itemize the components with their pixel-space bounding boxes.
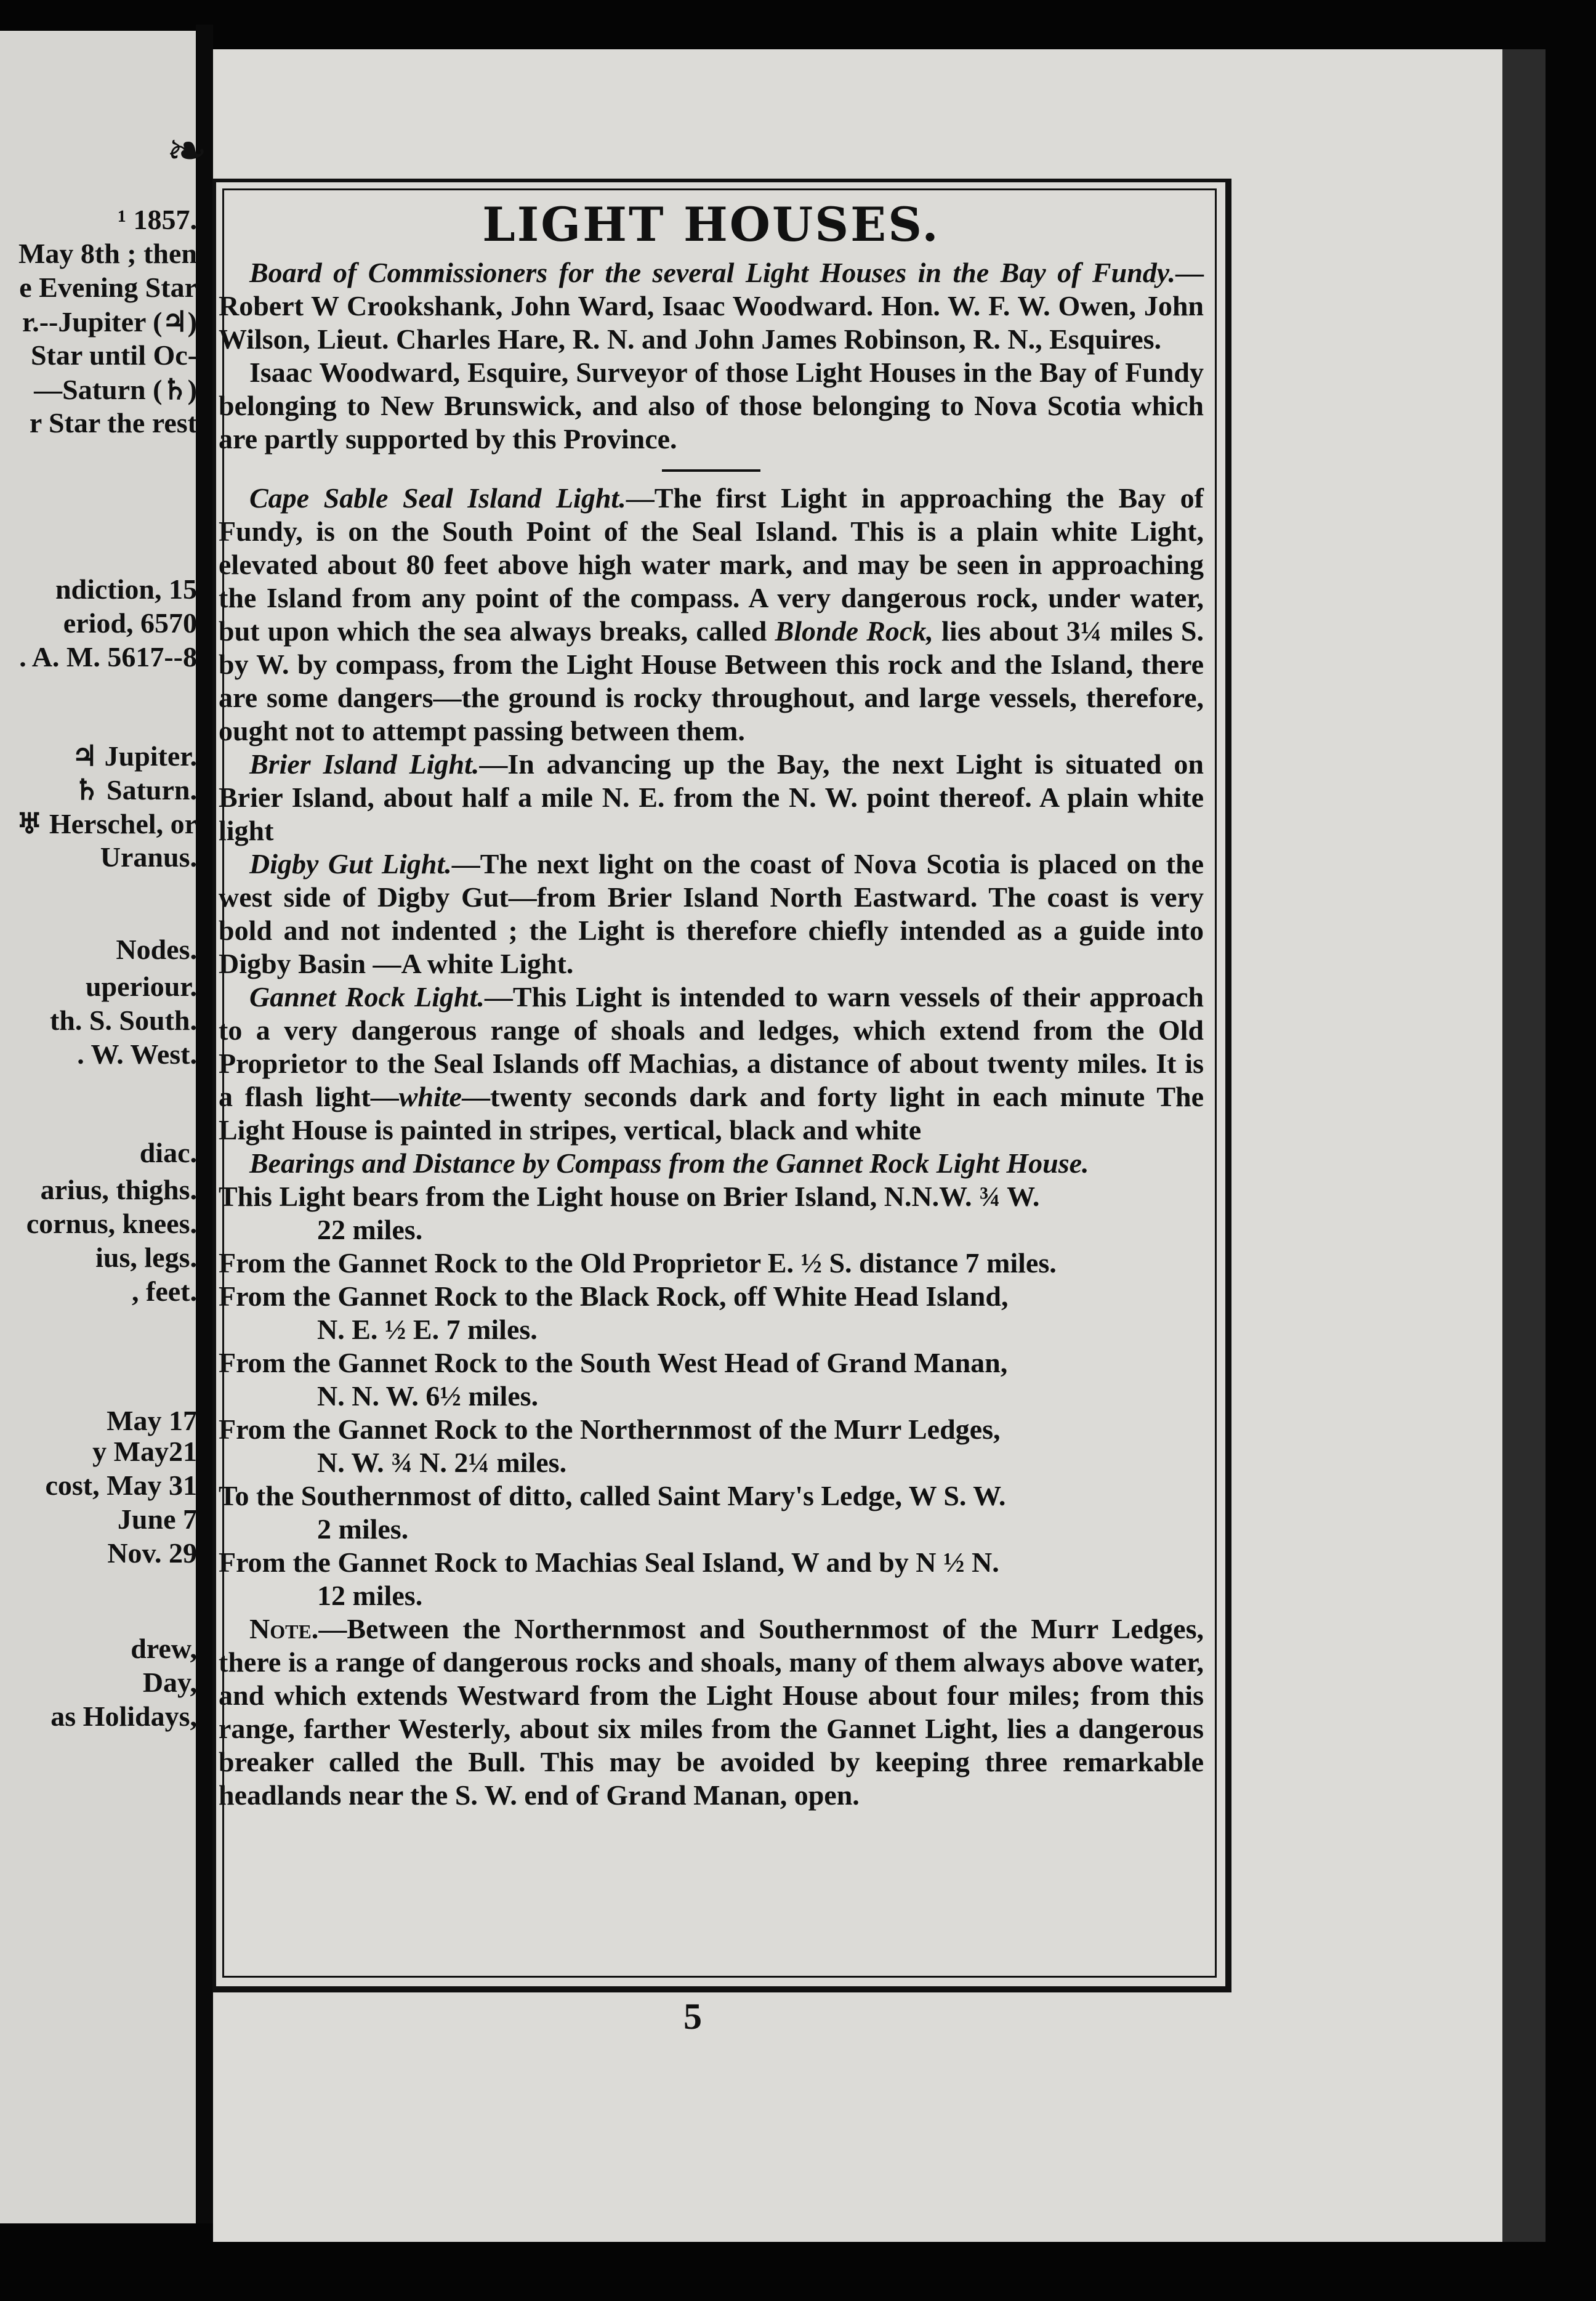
left-fragment-line: y May21 (92, 1436, 197, 1467)
left-fragment-line: cornus, knees. (26, 1208, 197, 1239)
left-fragment-line: diac. (139, 1137, 197, 1168)
left-fragment-line: Star until Oc- (30, 339, 197, 371)
bearing-item (219, 1546, 1204, 1612)
bearing-item (219, 1180, 1204, 1247)
bearing-line: From the Gannet Rock to Machias Seal Island, W and by N ½ N. (219, 1547, 999, 1578)
left-fragment-line: th. S. South. (49, 1005, 197, 1036)
note-label: Note. (249, 1613, 319, 1644)
page-number: 5 (683, 1996, 702, 2037)
brier-island-body: —In advancing up the Bay, the next Light is situated on Brier Island, about half a mile N. E. from the N. W. point thereof. A plain white light (219, 748, 1204, 846)
brier-island-paragraph (219, 748, 1204, 847)
surveyor-paragraph: Isaac Woodward, Esquire, Surveyor of those Light Houses in the Bay of Fundy belonging to New Brunswick, and also of those belonging to Nova Scotia which are partly supported by this Province. (219, 357, 1204, 455)
bearing-continuation: 22 miles. (317, 1214, 423, 1245)
bearings-list (219, 1180, 1204, 1612)
commissioners-heading: Board of Commissioners for the several Light Houses in the Bay of Fundy. (249, 257, 1175, 288)
left-fragment-line: drew, (131, 1633, 197, 1664)
gannet-rock-heading: Gannet Rock Light. (249, 981, 485, 1013)
bearing-item (219, 1247, 1204, 1280)
left-fragment-line: ♃ Jupiter. (71, 740, 197, 772)
cape-sable-paragraph (219, 482, 1204, 748)
bearing-line: From the Gannet Rock to the Black Rock, off White Head Island, (219, 1280, 1009, 1312)
page-title: LIGHT HOUSES. (482, 197, 940, 252)
left-fragment-line: r.--Jupiter (♃) (22, 306, 197, 338)
bearing-line: From the Gannet Rock to the South West Head of Grand Manan, (219, 1347, 1008, 1378)
gannet-rock-body-2: —twenty seconds dark and forty light in each minute The Light House is painted in stripes, vertical, black and white (219, 1081, 1204, 1146)
left-fragment-line: ius, legs. (95, 1242, 197, 1273)
left-fragment-line: Nov. 29 (107, 1537, 197, 1569)
binding-clip-icon: ❧ (166, 122, 208, 179)
bearing-line: This Light bears from the Light house on Brier Island, N.N.W. ¾ W. (219, 1181, 1040, 1212)
cape-sable-body-2: lies about 3¼ miles S. by W. by compass, from the Light House Between this rock and the Island, there are some dangers—the ground is rocky throughout, and large vessels, therefore, ought not to attempt passing between them. (219, 615, 1204, 746)
bearing-continuation: 12 miles. (317, 1580, 423, 1611)
book-gutter (196, 25, 213, 2223)
bearing-item (219, 1413, 1204, 1479)
left-fragment-line: . W. West. (77, 1038, 197, 1070)
left-fragment-line: . A. M. 5617--8 (19, 641, 197, 673)
cape-sable-heading: Cape Sable Seal Island Light. (249, 482, 626, 514)
left-fragment-line: ¹ 1857. (118, 204, 197, 235)
brier-island-heading: Brier Island Light. (249, 748, 480, 780)
left-fragment-line: r Star the rest (29, 407, 197, 439)
bearing-item (219, 1479, 1204, 1546)
left-fragment-line: May 8th ; then (18, 238, 197, 269)
left-fragment-line: cost, May 31 (45, 1470, 197, 1501)
left-fragment-line: uperiour. (85, 971, 197, 1002)
gannet-rock-body: —This Light is intended to warn vessels of their approach to a very dangerous range of shoals and ledges, which extend from the Old Proprietor to the Seal Islands off Machias, a distance of about twenty miles. It is a flash light— (219, 981, 1204, 1112)
gannet-white-word: white (398, 1081, 462, 1112)
left-fragment-line: eriod, 6570 (63, 607, 197, 639)
bearings-heading: Bearings and Distance by Compass from the Gannet Rock Light House. (249, 1147, 1089, 1179)
note-paragraph (219, 1612, 1204, 1812)
digby-gut-heading: Digby Gut Light. (249, 848, 452, 880)
bearing-continuation: N. N. W. 6½ miles. (317, 1380, 539, 1412)
left-fragment-line: Nodes. (116, 934, 197, 965)
blonde-rock-name: Blonde Rock, (775, 615, 933, 647)
bearing-continuation: 2 miles. (317, 1513, 409, 1545)
light-houses-article (219, 197, 1204, 1812)
left-fragment-line: —Saturn (♄) (34, 374, 197, 405)
digby-gut-body: —The next light on the coast of Nova Scotia is placed on the west side of Digby Gut—from Brier Island North Eastward. The coast is very bold and not indented ; the Light is therefore chiefly intended as a guide into Digby Basin —A white Light. (219, 848, 1204, 979)
bearing-item (219, 1280, 1204, 1346)
page-edge-shadow (1502, 49, 1546, 2242)
bearing-item (219, 1346, 1204, 1413)
commissioners-paragraph (219, 256, 1204, 356)
left-fragment-line: June 7 (117, 1503, 197, 1535)
left-fragment-line: arius, thighs. (40, 1174, 197, 1205)
commissioners-body: —Robert W Crookshank, John Ward, Isaac Woodward. Hon. W. F. W. Owen, John Wilson, Lieut. Charles Hare, R. N. and John James Robinson, R. N., Esquires. (219, 257, 1204, 355)
bearing-continuation: N. E. ½ E. 7 miles. (317, 1314, 538, 1345)
left-fragment-line: Uranus. (100, 841, 197, 873)
bearing-continuation: N. W. ¾ N. 2¼ miles. (317, 1447, 567, 1478)
bearing-line: From the Gannet Rock to the Northernmost of the Murr Ledges, (219, 1413, 1001, 1445)
note-body: —Between the Northernmost and Southernmost of the Murr Ledges, there is a range of dangerous rocks and shoals, many of them always above water, and which extends Westward from the Light House about four miles; from this range, farther Westerly, about six miles from the Gannet Light, lies a dangerous breaker called the Bull. This may be avoided by keeping three remarkable headlands near the S. W. end of Grand Manan, open. (219, 1613, 1204, 1811)
left-fragment-line: Day, (142, 1667, 197, 1698)
cape-sable-body: —The first Light in approaching the Bay of Fundy, is on the South Point of the Seal Island. This is a plain white Light, elevated about 80 feet above high water mark, and may be seen in approaching the Island from any point of the compass. A very dangerous rock, under water, but upon which the sea always breaks, called (219, 482, 1204, 647)
left-fragment-line: e Evening Star (19, 272, 197, 303)
digby-gut-paragraph (219, 847, 1204, 981)
bearing-line: From the Gannet Rock to the Old Proprietor E. ½ S. distance 7 miles. (219, 1247, 1057, 1279)
left-fragment-line: ♄ Saturn. (74, 774, 197, 806)
gannet-rock-paragraph (219, 981, 1204, 1147)
section-divider (662, 469, 760, 472)
left-fragment-line: ndiction, 15 (55, 573, 197, 605)
left-fragment-line: , feet. (132, 1276, 197, 1307)
left-fragment-line: May 17 (107, 1405, 197, 1436)
left-fragment-line: ♅ Herschel, or (17, 808, 197, 839)
bearing-line: To the Southernmost of ditto, called Saint Mary's Ledge, W S. W. (219, 1480, 1006, 1511)
left-fragment-line: as Holidays, (50, 1700, 197, 1732)
